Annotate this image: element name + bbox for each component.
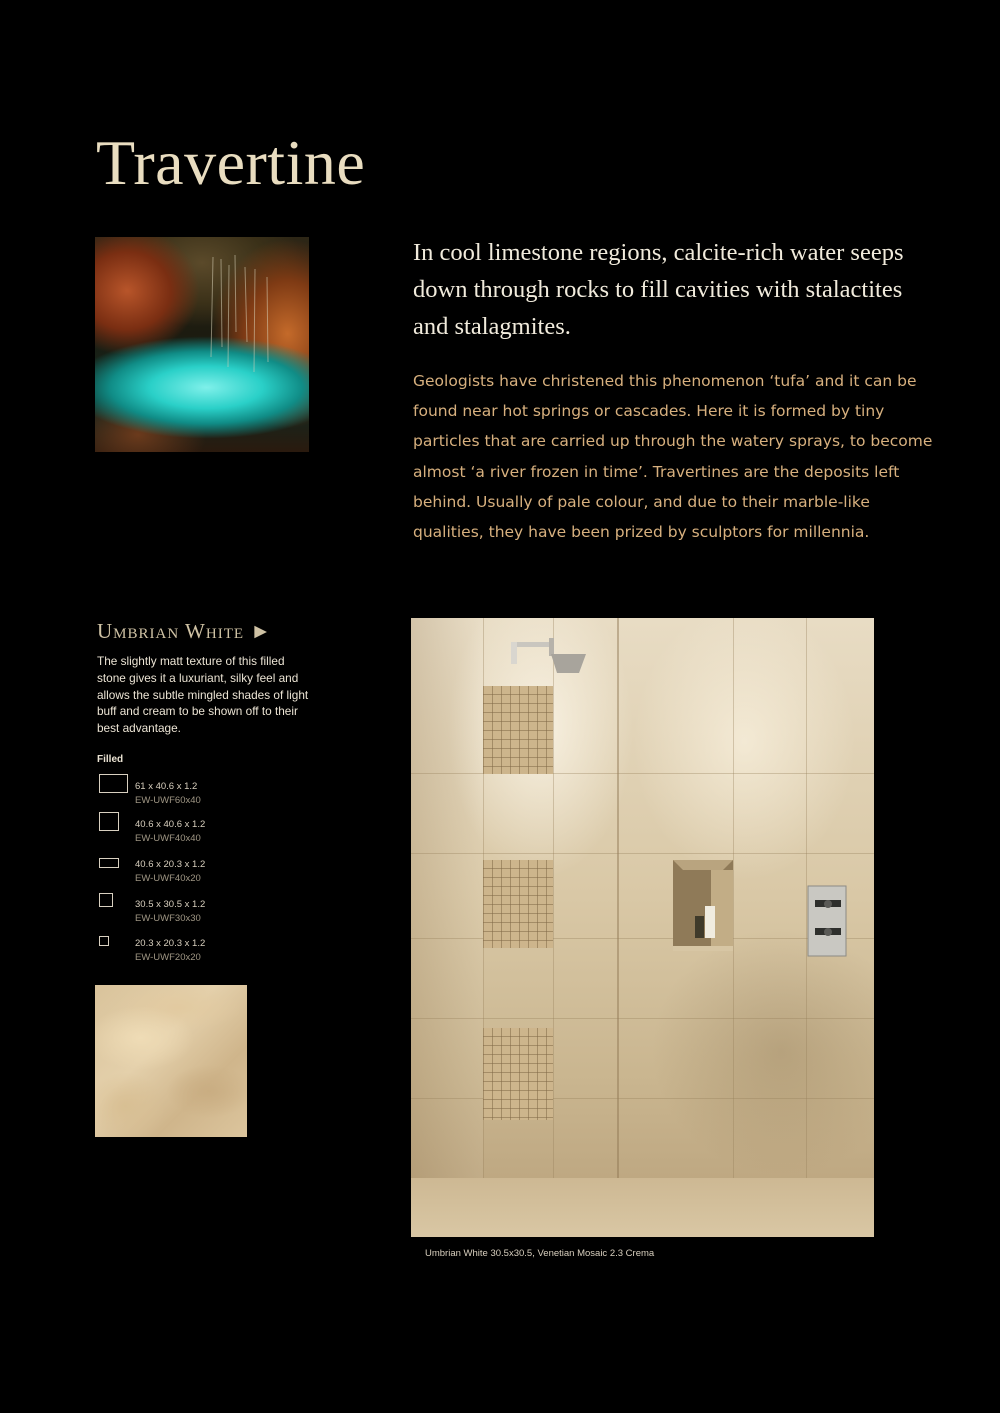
size-dimensions: 40.6 x 40.6 x 1.2: [135, 819, 206, 830]
page-title: Travertine: [96, 127, 366, 198]
tile-size-icon: [99, 774, 128, 793]
size-code: EW-UWF40x20: [135, 873, 201, 884]
size-code: EW-UWF60x40: [135, 795, 201, 806]
size-dimensions: 20.3 x 20.3 x 1.2: [135, 938, 206, 949]
size-dimensions: 30.5 x 30.5 x 1.2: [135, 899, 206, 910]
shower-photo: [411, 618, 874, 1237]
size-code: EW-UWF20x20: [135, 952, 201, 963]
tile-size-icon: [99, 812, 119, 831]
photo-caption: Umbrian White 30.5x30.5, Venetian Mosaic 2.3 Crema: [425, 1248, 655, 1259]
intro-body: Geologists have christened this phenomenon ‘tufa’ and it can be found near hot springs or cascades. Here it is formed by tiny particles that are carried up through the watery sprays, to become almost ‘a river frozen in time’. Travertines are the deposits left behind. Usually of pale colour, and due to their marble-like qualities, they have been prized by sculptors for millennia.: [413, 372, 933, 542]
tile-size-icon: [99, 858, 119, 868]
size-dimensions: 61 x 40.6 x 1.2: [135, 781, 198, 792]
shower-head-icon: [411, 618, 874, 1237]
cave-pool-photo: [95, 237, 309, 452]
size-code: EW-UWF30x30: [135, 913, 201, 924]
tile-size-icon: [99, 893, 113, 907]
product-description: The slightly matt texture of this filled stone gives it a luxuriant, silky feel and allows the subtle mingled shades of light buff and cream to be shown off to their best advantage.: [97, 654, 309, 736]
size-dimensions: 40.6 x 20.3 x 1.2: [135, 859, 206, 870]
tile-size-icon: [99, 936, 109, 946]
intro-lead: In cool limestone regions, calcite-rich water seeps down through rocks to fill cavities with stalactites and stalagmites.: [413, 239, 904, 340]
finish-label: Filled: [97, 754, 124, 765]
product-name: Umbrian White ►: [97, 619, 273, 643]
stone-swatch-photo: [95, 985, 247, 1137]
stalactites-icon: [95, 237, 309, 452]
size-code: EW-UWF40x40: [135, 833, 201, 844]
